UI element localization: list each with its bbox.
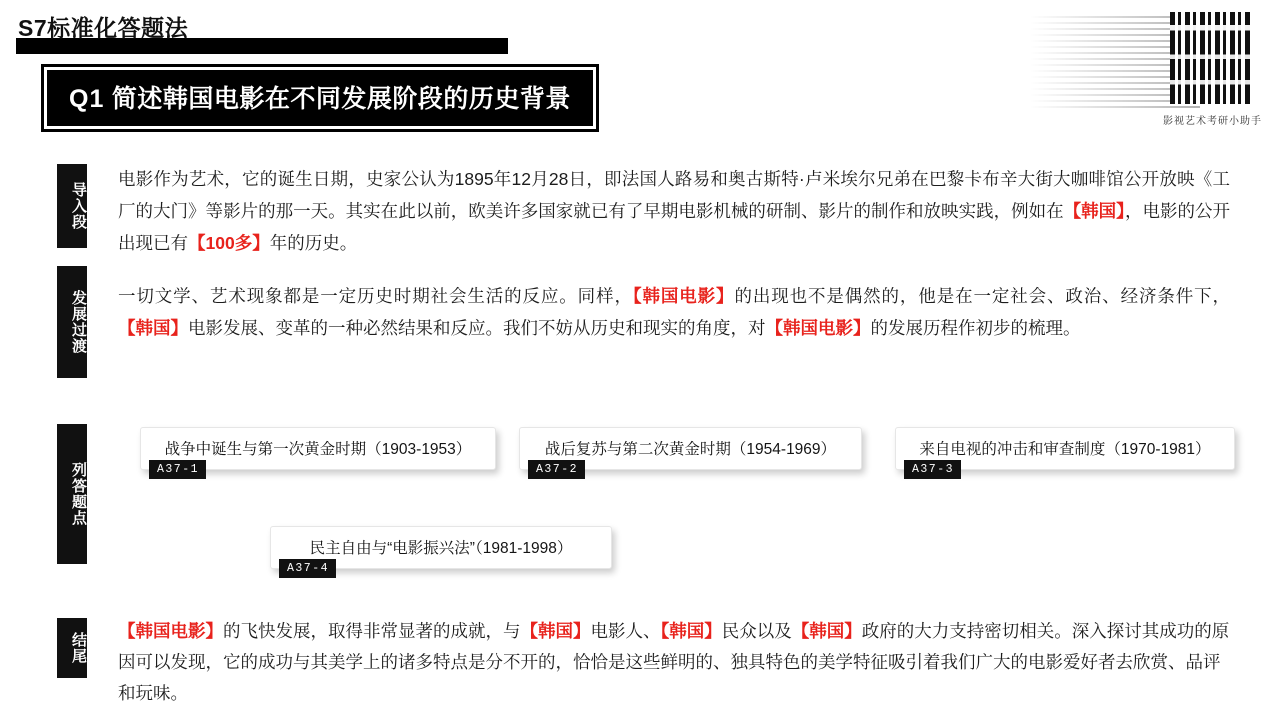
point-card-3[interactable]: [895, 427, 1235, 476]
point-card-3-code: A37-3: [904, 460, 961, 479]
intro-highlight-years: 【100多】: [188, 232, 270, 253]
ending-text-3: 民众以及: [721, 621, 792, 641]
intro-text-b: ，电影的公开出现已有: [118, 200, 1231, 253]
point-card-4-label: 民主自由与“电影振兴法”（1981-1998）: [309, 540, 573, 557]
section-tag-transition: 发展过渡: [57, 266, 87, 378]
ending-highlight-2: 【韩国】: [520, 621, 591, 641]
ending-text-1: 的飞快发展，取得非常显著的成就，与: [223, 621, 521, 641]
question-number: Q1: [69, 85, 105, 113]
ending-highlight-1: 【韩国电影】: [118, 621, 223, 641]
question-title: 简述韩国电影在不同发展阶段的历史背景: [111, 85, 571, 113]
section-tag-ending: 结尾: [57, 618, 87, 678]
intro-paragraph: [118, 164, 1230, 260]
transition-text-b: 的出现也不是偶然的，他是在一定社会、政治、经济条件下，: [734, 286, 1231, 306]
question-banner: [44, 67, 596, 129]
transition-highlight-2: 【韩国】: [118, 317, 188, 338]
ending-paragraph: [118, 616, 1230, 709]
ending-highlight-3: 【韩国】: [660, 621, 722, 641]
barcode-mask-decoration: [1170, 12, 1250, 104]
point-card-4[interactable]: [270, 526, 612, 575]
question-banner-text: [69, 79, 571, 115]
point-card-2-code: A37-2: [528, 460, 585, 479]
ending-text-2: 电影人、: [590, 621, 661, 641]
transition-text-c: 电影发展、变革的一种必然结果和反应。我们不妨从历史和现实的角度，对: [188, 317, 766, 338]
brand-logo: [1030, 8, 1270, 128]
ending-highlight-4: 【韩国】: [791, 621, 862, 641]
point-card-2[interactable]: [519, 427, 862, 476]
transition-text-d: 的发展历程作初步的梳理。: [870, 317, 1081, 338]
point-card-2-label: 战后复苏与第二次黄金时期（1954-1969）: [544, 441, 837, 458]
point-card-1-code: A37-1: [149, 460, 206, 479]
intro-text-a: 电影作为艺术，它的诞生日期，史家公认为1895年12月28日，即法国人路易和奥古斯特·卢米埃尔兄弟在巴黎卡布辛大街大咖啡馆公开放映《工厂的大门》等影片的那一天。其实在此以前，欧美许多国家就已有了早期电影机械的研制、影片的制作和放映实践，例如在: [118, 169, 1230, 221]
transition-highlight-3: 【韩国电影】: [765, 317, 871, 338]
intro-text-c: 年的历史。: [269, 232, 358, 253]
transition-paragraph: [118, 281, 1230, 345]
slide-header: [0, 0, 1280, 150]
point-card-4-code: A37-4: [279, 559, 336, 578]
intro-highlight-korea: 【韩国】: [1063, 200, 1125, 221]
point-card-1[interactable]: [140, 427, 496, 476]
page-title: S7标准化答题法: [18, 15, 189, 41]
section-tag-points: 列答题点: [57, 424, 87, 564]
transition-text-a: 一切文学、艺术现象都是一定历史时期社会生活的反应。同样，: [118, 286, 633, 306]
point-card-3-label: 来自电视的冲击和审查制度（1970-1981）: [919, 441, 1211, 458]
section-tag-intro: 导入段: [57, 164, 87, 248]
ending-text-4: 政府的大力支持密切相关。深入探讨其成功的原因可以发现，它的成功与其美学上的诸多特点是分不开的，恰恰是这些鲜明的、独具特色的美学特征吸引着我们广大的电影爱好者去欣赏、品评和玩味。: [118, 621, 1230, 704]
point-card-1-label: 战争中诞生与第一次黄金时期（1903-1953）: [164, 441, 472, 458]
transition-highlight-1: 【韩国电影】: [632, 286, 735, 306]
brand-caption: 影视艺术考研小助手: [1163, 116, 1262, 127]
